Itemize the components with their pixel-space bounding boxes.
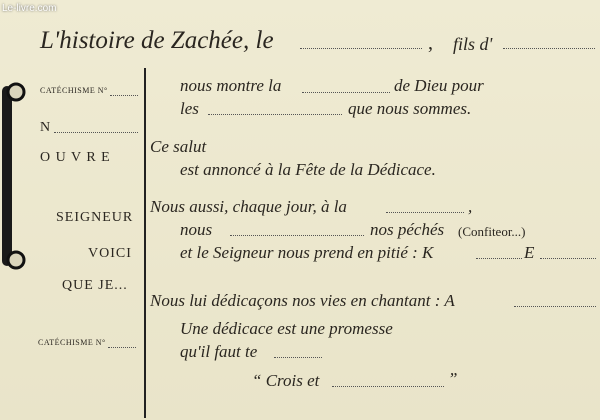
watermark: Le-livre.com [2,3,57,14]
line-6b: nos péchés [370,220,445,239]
catechisme-number-top: CATÉCHISME N° [40,86,108,95]
catechisme-number-bottom: CATÉCHISME N° [38,338,106,347]
blank-catechisme-bottom [108,347,136,348]
blank-father [503,48,595,49]
blank-name [300,48,422,49]
fils-label: fils d' [453,34,493,54]
label-voici: VOICI [88,246,132,261]
blank-line-2 [208,114,342,115]
line-7b: E [524,243,535,262]
line-1a: nous montre la [180,76,282,95]
line-2a: les [180,99,199,118]
label-n: N [40,120,52,135]
line-1b: de Dieu pour [394,76,484,95]
line-6a: nous [180,220,213,239]
title-comma: , [428,32,433,54]
line-3: Ce salut [150,137,207,156]
label-seigneur: SEIGNEUR [56,210,134,225]
blank-line-8 [514,306,596,307]
line-11b: ” [448,369,458,388]
line-6c: (Confiteor...) [458,224,526,239]
label-ouvre: O U V R E [40,150,111,165]
blank-n [54,132,138,133]
blank-line-10 [274,357,322,358]
blank-line-1 [302,92,390,93]
line-7a: et le Seigneur nous prend en pitié : K [180,243,434,262]
line-8: Nous lui dédicaçons nos vies en chantant : A [150,291,455,310]
blank-line-6 [230,235,364,236]
blank-line-7a [476,258,522,259]
line-2b: que nous sommes. [348,99,472,118]
blank-line-11 [332,386,444,387]
column-divider [144,68,146,418]
line-10: qu'il faut te [180,342,258,361]
blank-line-7b [540,258,596,259]
line-5b: , [468,197,473,216]
line-5a: Nous aussi, chaque jour, à la [150,197,347,216]
line-4: est annoncé à la Fête de la Dédicace. [180,160,436,179]
line-11a: “ Crois et [252,371,320,390]
worksheet-title: L'histoire de Zachée, le [40,27,274,54]
blank-line-5 [386,212,464,213]
label-que-je: QUE JE... [62,278,128,293]
blank-catechisme-top [110,95,138,96]
binder-ring-icon [0,78,28,274]
line-9: Une dédicace est une promesse [180,319,393,338]
